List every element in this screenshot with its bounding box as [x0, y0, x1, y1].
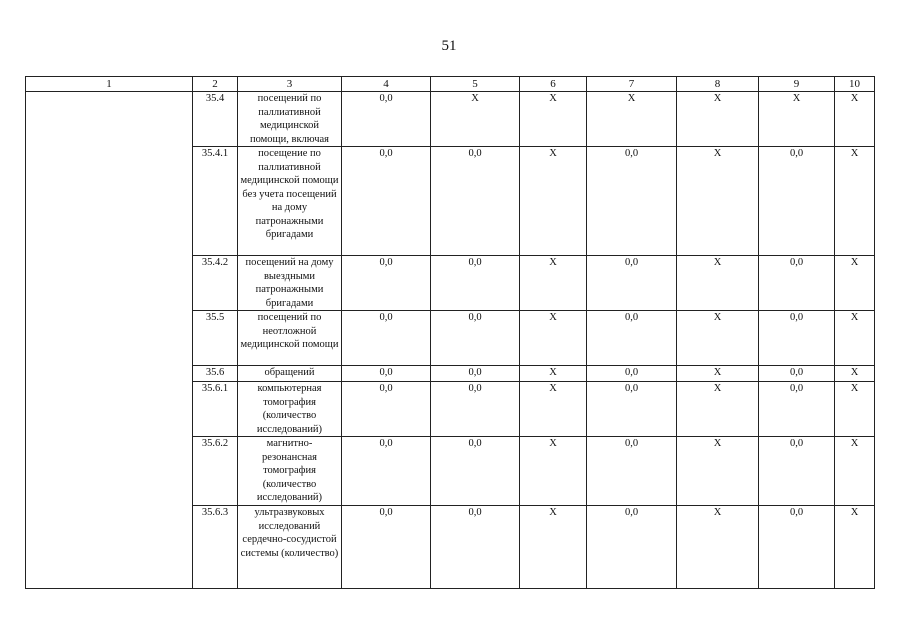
row-value: 0,0	[759, 382, 835, 437]
row-name: магнитно-резонансная томография (количество исследований)	[238, 437, 342, 506]
row-value: X	[520, 311, 587, 366]
column-header: 9	[759, 77, 835, 92]
row-value: 0,0	[342, 437, 431, 506]
row-value: 0,0	[431, 437, 520, 506]
row-value: 0,0	[759, 366, 835, 382]
column-header: 3	[238, 77, 342, 92]
row-value: 0,0	[587, 366, 677, 382]
row-value: 0,0	[759, 437, 835, 506]
row-value: X	[520, 382, 587, 437]
row-value: 0,0	[587, 256, 677, 311]
column-header: 6	[520, 77, 587, 92]
row-value: 0,0	[342, 382, 431, 437]
column-header: 4	[342, 77, 431, 92]
page-number: 51	[441, 38, 457, 54]
row-value: 0,0	[587, 382, 677, 437]
table-row	[26, 92, 875, 147]
row-value: X	[587, 92, 677, 147]
row-code: 35.4	[193, 92, 238, 147]
row-value: X	[677, 506, 759, 589]
row-value: X	[759, 92, 835, 147]
row-value: X	[835, 311, 875, 366]
row-value: X	[520, 506, 587, 589]
row-value: X	[835, 382, 875, 437]
row-code: 35.6.2	[193, 437, 238, 506]
row-value: X	[677, 366, 759, 382]
row-name: компьютерная томография (количество исследований)	[238, 382, 342, 437]
row-value: 0,0	[759, 256, 835, 311]
row-value: X	[835, 256, 875, 311]
column-header: 8	[677, 77, 759, 92]
row-name: посещений по неотложной медицинской помощи	[238, 311, 342, 366]
row-value: 0,0	[587, 437, 677, 506]
row-value: 0,0	[587, 311, 677, 366]
row-value: 0,0	[431, 311, 520, 366]
row-value: X	[677, 92, 759, 147]
row-value: 0,0	[759, 311, 835, 366]
column-header: 1	[26, 77, 193, 92]
row-code: 35.6	[193, 366, 238, 382]
row-value: 0,0	[759, 147, 835, 256]
row-value: X	[520, 437, 587, 506]
row-value: 0,0	[431, 256, 520, 311]
row-value: X	[677, 437, 759, 506]
row-value: 0,0	[342, 506, 431, 589]
row-value: X	[835, 92, 875, 147]
row-value: 0,0	[431, 382, 520, 437]
row-code: 35.6.3	[193, 506, 238, 589]
row-value: 0,0	[431, 506, 520, 589]
row-value: X	[520, 256, 587, 311]
row-name: посещение по паллиативной медицинской помощи без учета посещений на дому патронажными бригадами	[238, 147, 342, 256]
row-value: 0,0	[431, 366, 520, 382]
row-value: X	[677, 147, 759, 256]
column-header: 2	[193, 77, 238, 92]
row-code: 35.5	[193, 311, 238, 366]
row-code: 35.6.1	[193, 382, 238, 437]
row-name: посещений на дому выездными патронажными бригадами	[238, 256, 342, 311]
row-value: 0,0	[342, 256, 431, 311]
row-name: обращений	[238, 366, 342, 382]
row-value: X	[835, 506, 875, 589]
merged-empty-cell	[26, 92, 193, 589]
row-value: X	[520, 92, 587, 147]
row-value: 0,0	[342, 92, 431, 147]
row-code: 35.4.1	[193, 147, 238, 256]
row-value: 0,0	[587, 147, 677, 256]
row-value: X	[835, 366, 875, 382]
row-name: ультразвуковых исследований сердечно-сосудистой системы (количество)	[238, 506, 342, 589]
row-value: 0,0	[342, 311, 431, 366]
row-value: X	[677, 256, 759, 311]
column-header: 7	[587, 77, 677, 92]
row-code: 35.4.2	[193, 256, 238, 311]
row-name: посещений по паллиативной медицинской помощи, включая	[238, 92, 342, 147]
column-header: 5	[431, 77, 520, 92]
row-value: X	[431, 92, 520, 147]
column-header: 10	[835, 77, 875, 92]
data-table	[25, 76, 875, 589]
row-value: X	[835, 437, 875, 506]
row-value: X	[677, 311, 759, 366]
table-header-row	[26, 77, 875, 92]
row-value: 0,0	[759, 506, 835, 589]
row-value: 0,0	[342, 147, 431, 256]
row-value: X	[677, 382, 759, 437]
row-value: 0,0	[431, 147, 520, 256]
row-value: X	[520, 147, 587, 256]
row-value: X	[835, 147, 875, 256]
row-value: X	[520, 366, 587, 382]
row-value: 0,0	[587, 506, 677, 589]
row-value: 0,0	[342, 366, 431, 382]
